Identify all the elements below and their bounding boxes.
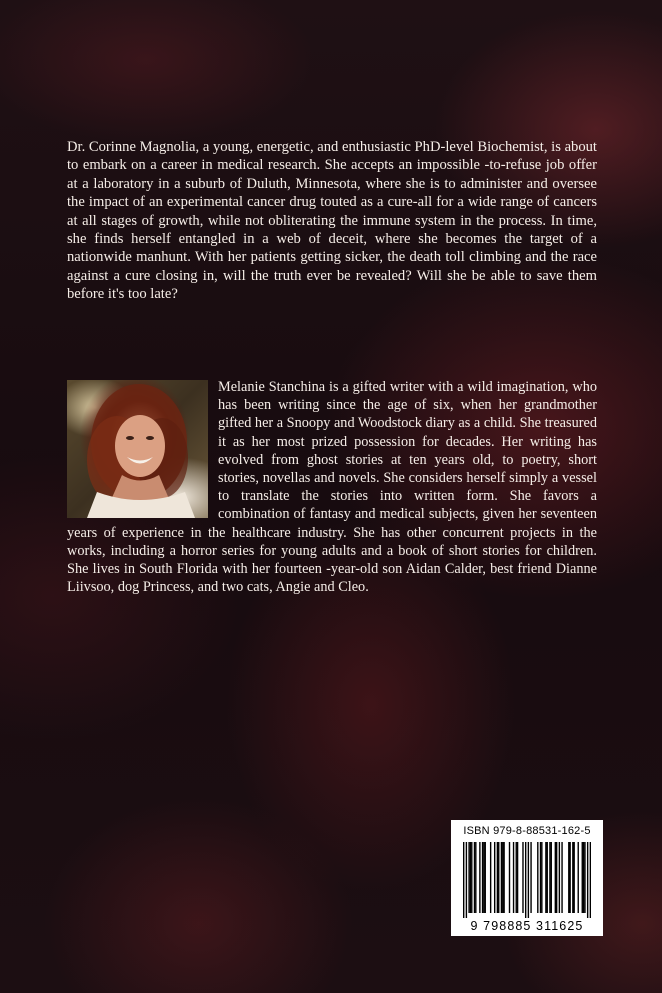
- barcode-bar: [547, 842, 548, 913]
- barcode-bar: [483, 842, 484, 913]
- isbn-barcode-box: [451, 820, 603, 936]
- barcode-bar: [503, 842, 504, 913]
- barcode-bar: [569, 842, 570, 913]
- barcode-digits: 9 798885 311625: [470, 919, 584, 933]
- barcode-bar: [509, 842, 510, 913]
- barcode-bar: [584, 842, 585, 913]
- barcode-bar: [463, 842, 464, 918]
- barcode-bar: [513, 842, 514, 913]
- barcode-bar: [568, 842, 569, 913]
- barcode-bar: [587, 842, 588, 918]
- author-bio-text: Melanie Stanchina is a gifted writer with a wild imagination, who has been writing since the age of six, when her grandmother gifted her a Snoopy and Woodstock diary as a child. She treasured it as her most prized possession for decades. Her writing has evolved from ghost stories at ten years old, to poetry, short stories, novellas and novels. She considers herself simply a vessel to translate the stories into written form. She favors a combination of fantasy and medical subjects, given her seventeen years of experience in the healthcare industry. She has other concurrent projects in the works, including a horror series for young adults and a book of short stories for children. She lives in South Florida with her fourteen -year-old son Aidan Calder, best friend Dianne Liivsoo, dog Princess, and two cats, Angie and Cleo.: [67, 379, 597, 596]
- barcode-bar: [561, 842, 562, 913]
- barcode-bar: [497, 842, 498, 913]
- barcode-bar: [573, 842, 574, 913]
- barcode-bar: [572, 842, 573, 913]
- barcode-image: [463, 842, 591, 918]
- barcode-bar: [517, 842, 518, 913]
- isbn-label: ISBN 979-8-88531-162-5: [463, 825, 591, 837]
- author-bio-paragraph: [67, 378, 597, 596]
- barcode-bar: [549, 842, 550, 913]
- barcode-bar: [551, 842, 552, 913]
- barcode-bar: [475, 842, 476, 913]
- barcode-bar: [537, 842, 538, 913]
- barcode-bar: [490, 842, 491, 913]
- synopsis-text: Dr. Corinne Magnolia, a young, energetic, and enthusiastic PhD-level Biochemist, is about to embark on a career in medical research. She accepts an impossible -to-refuse job offer at a laboratory in a suburb of Duluth, Minnesota, where she is to administer and oversee the impact of an experimental cancer drug touted as a cure-all for a wide range of cancers at all stages of growth, while not obliterating the immune system in the process. In time, she finds herself entangled in a web of deceit, where she becomes the target of a nationwide manhunt. With her patients getting sicker, the death toll climbing and the race against a cure closing in, will the truth ever be revealed? Will she be able to save them before it's too late?: [67, 139, 597, 303]
- barcode-bar: [471, 842, 472, 913]
- barcode-bar: [578, 842, 579, 913]
- barcode-bar: [501, 842, 502, 913]
- barcode-bar: [530, 842, 531, 913]
- barcode-bar: [541, 842, 542, 913]
- barcode-bar: [485, 842, 486, 913]
- barcode-bar: [545, 842, 546, 913]
- barcode-bar: [474, 842, 475, 913]
- barcode-bar: [556, 842, 557, 913]
- barcode-bar: [516, 842, 517, 913]
- barcode-bar: [498, 842, 499, 913]
- barcode-bar: [583, 842, 584, 913]
- barcode-bar: [466, 842, 467, 918]
- barcode-bar: [525, 842, 526, 918]
- photo-float-spacer: [67, 378, 218, 520]
- barcode-bar: [494, 842, 495, 913]
- barcode-bar: [479, 842, 480, 913]
- barcode-bar: [522, 842, 523, 913]
- barcode-bar: [468, 842, 469, 913]
- barcode-bar: [590, 842, 591, 918]
- barcode-bar: [559, 842, 560, 913]
- barcode-bar: [502, 842, 503, 913]
- barcode-bar: [582, 842, 583, 913]
- barcode-bar: [470, 842, 471, 913]
- barcode-bar: [540, 842, 541, 913]
- barcode-bar: [555, 842, 556, 913]
- barcode-bar: [482, 842, 483, 913]
- barcode-bar: [528, 842, 529, 918]
